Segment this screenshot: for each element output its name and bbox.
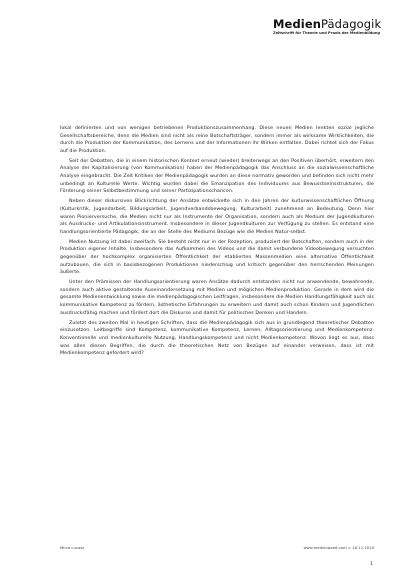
footer-url: www.medienpaed.com > 16.11.2019 xyxy=(303,545,374,550)
paragraph: Zuletzt des zweiten Mal in heutigen Schriften, dass die Medienpädagogik sich aus in grundlegend theoretischer Debatten einzusetzen. Leitbegriffe sind Kompetenz, kommunikative Kompetenz, Lernen, Alltagsorientierung und Medienkompetenz. Konventionelle und medienkulturelle Nutzung, Handlungskompetenz und nicht Medienkompetenz. Wovon liegt es aus, dass was allen diesen Begriffen, die durch die theoretischen Netz von Bezügen auf einander verweisen, dass ist mit Medienkompetenz gefordert wird? xyxy=(60,320,374,357)
paragraph: Seit der Debatten, die in einem historischen Kontext erneut (wieder) breiterwegs an den Positiven überhört, erweitern den Analyse der Kapitalisierung (von Kommunikation) haben der Medienpädagogik das Anschluss an die sozialwissenschaftliche Analyse eingebracht. Die Zeit Kritiken der Medienpädagogik wurden an diese normativ geworden und befinden sich nicht mehr unbedingt an Kulturelle Werte. Wichtig wurden dabei die Emanzipation des Individuums aus Bewusstseinsstrukturen, die Förderung seiner Selbstbestimmung und seiner Partizipationschancen. xyxy=(60,158,374,195)
logo-subtitle: Zeitschrift für Theorie und Praxis der Medienbildung xyxy=(273,31,380,35)
journal-logo xyxy=(273,18,391,35)
paragraph: lokal definierten und von wenigen betriebenen Produktionszusammenhang. Diese neuen Medien lenkten sozial jegliche Gesellschaftsbereiche, denn die Medien sind nicht als reine Botschaftsträger, sondern immer als wirksame Wirklichkeiten, die durch die Produktion der Kommunikation, des Lernens und der Informationen ihr Wirken entfalten. Dabei richtet sich der Fokus auf die Produktion. xyxy=(60,126,374,154)
paragraph: Medien Nutzung ist dabei zweifach. Sie besteht nicht nur in der Rezeption, produziert der Botschaften, sondern auch in der Produktion eigener Inhalte. Insbesondere das Aufkommen des Videos und die damit verbundene Videobewegung versuchten gegenüber der hochkomplex organisierten Öffentlichkeit der etablierten Massenmedien eine alternative Öffentlichkeit aufzubauen, die sich in basisbezogenen Produktionen niederschlug und kritisch gegenüber den herrschenden Meinungen äußerte. xyxy=(60,239,374,276)
logo-title xyxy=(273,18,391,30)
page-number: 1 xyxy=(370,562,373,567)
paragraph: Unter den Prämissen der Handlungsorientierung waren Ansätze dadurch entstanden nicht nur anwendende, bewahrende, sondern auch aktive gestaltende Auseinandersetzung mit Medien und möglichen Medienproduktion. Gerade in dem wird die gesamte Medienentwicklung sowie die medienpädagogischen Leitfragen, insbesondere die Medien Handlungsfähigkeit auch als kommunikative Kompetenz zu fördern, ästhetische Erfahrungen zu erweitern und damit auch schon Kindern und Jugendlichen ausdrucksfähig machen und fördert dort die Diskurse und damit für politisches Denken und Handeln. xyxy=(60,280,374,316)
logo-title-light: Pädagogik xyxy=(321,17,382,31)
paragraph: Neben dieser diskursiven Blickrichtung der Ansätze entwickelte sich in den Jahren der kulturwissenschaftlichen Öffnung (Kulturkritik, Jugendarbeit, Bildungsarbeit, Jugendverbandsbewegung, Kulturarbeit) zunehmend an Bedeutung. Denn hier waren Pionierversuche, die Medien nicht nur als Instrumente der Organisation, sondern auch als Medium der Jugendkulturen als Ausdrucks- und Artikulationsinstrument. Insbesondere in dieser Jugendkulturen zur Verfügung zu stellen. Es entstand eine handlungsorientierte Pädagogik, die an der Stelle des Mediums Bezüge wie die Medien Natur-selbst. xyxy=(60,199,374,235)
article-body xyxy=(60,125,374,360)
logo-title-bold: Medien xyxy=(273,17,322,31)
footer-author: Mirco Lucasz xyxy=(60,545,85,550)
